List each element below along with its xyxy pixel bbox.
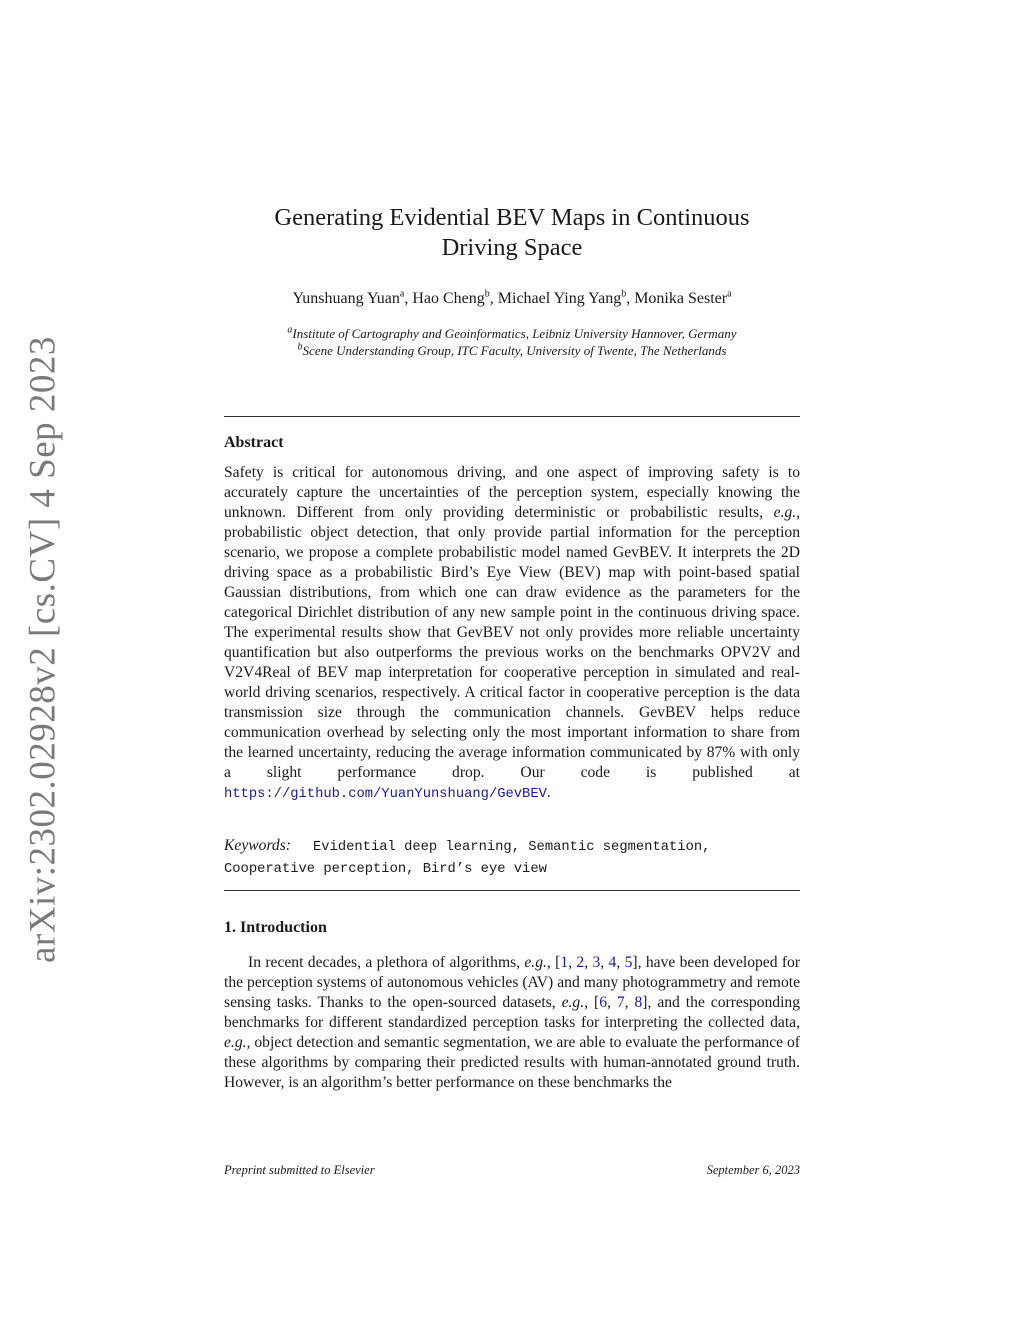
introduction-heading: 1. Introduction [224, 919, 327, 936]
author-affiliation-mark: a [727, 288, 732, 300]
title-line-1: Generating Evidential BEV Maps in Continuous [274, 204, 750, 231]
affiliation-a: $^a$Institute of Cartography and Geoinformatics, Leibniz University Hannover, Germany [287, 324, 737, 341]
paper-title [224, 203, 800, 263]
abstract-heading: Abstract [224, 434, 284, 451]
citation-link[interactable]: 6 [599, 994, 607, 1011]
code-repository-link[interactable]: https://github.com/YuanYunshuang/GevBEV [224, 787, 547, 802]
introduction-body: In recent decades, a plethora of algorithms, e.g., [1, 2, 3, 4, 5], have been developed for the perception systems of autonomous vehicles (AV) and many photogrammetry and remote sensing tasks. Thanks to the open-sourced datasets, e.g., [6, 7, 8], and the corresponding benchmarks for different standardized perception tasks for interpreting the collected data, e.g., object detection and semantic segmentation, we are able to evaluate the performance of these algorithms by comparing their predicted results with human-annotated ground truth. However, is an algorithm’s better performance on these benchmarks the [224, 954, 801, 1091]
abstract-bottom-rule [224, 890, 800, 891]
author-list: Yunshuang Yuan$^a$, Hao Cheng$^b$, Michael Ying Yang$^b$, Monika Sester$^a$ [292, 288, 732, 307]
citation-link[interactable]: 8 [634, 994, 643, 1011]
citation-link[interactable]: 7 [616, 994, 625, 1011]
arxiv-identifier: arXiv:2302.02928v2 [cs.CV] 4 Sep 2023 [22, 336, 64, 964]
author-name: Hao Cheng [412, 290, 485, 307]
abstract-body: Safety is critical for autonomous driving, and one aspect of improving safety is to accurately capture the uncertainties of the perception system, especially knowing the unknown. Different from only providing deterministic or probabilistic results, e.g., probabilistic object detection, that only provide partial information for the perception scenario, we propose a complete probabilistic model named GevBEV. It interprets the 2D driving space as a probabilistic Bird’s Eye View (BEV) map with point-based spatial Gaussian distributions, from which one can draw evidence as the parameters for the categorical Dirichlet distribution of any new sample point in the continuous driving space. The experimental results show that GevBEV not only provides more reliable uncertainty quantification but also outperforms the previous works on the benchmarks OPV2V and V2V4Real of BEV map interpretation for cooperative perception in simulated and real-world driving scenarios, respectively. A critical factor in cooperative perception is the data transmission size through the communication channels. GevBEV helps reduce communication overhead by selecting only the most important information to share from the learned uncertainty, reducing the average information communicated by 87% with only a slight performance drop. Our code is published at https://github.com/YuanYunshuang/GevBEV. [224, 464, 800, 802]
citation-link[interactable]: 1 [560, 954, 569, 971]
footer-preprint-note: Preprint submitted to Elsevier [224, 1163, 375, 1177]
keywords [224, 836, 800, 880]
footer-date: September 6, 2023 [706, 1163, 800, 1177]
author-affiliation-mark: b [484, 288, 490, 300]
citation-link[interactable]: 4 [608, 954, 617, 971]
affiliations [224, 325, 800, 359]
citation-link[interactable]: 2 [576, 954, 585, 971]
author-name: Monika Sester [634, 290, 728, 307]
author-name: Yunshuang Yuan [292, 290, 400, 307]
citation-link[interactable]: 3 [592, 954, 601, 971]
abstract-top-rule [224, 416, 800, 417]
author-affiliation-mark: b [621, 288, 627, 300]
keywords-label: Keywords: [224, 837, 291, 854]
author-name: Michael Ying Yang [497, 290, 622, 307]
keywords-list: Evidential deep learning, Semantic segmentation, Cooperative perception, Bird’s eye view [224, 840, 711, 877]
title-line-2: Driving Space [441, 234, 583, 261]
author-affiliation-mark: a [399, 288, 405, 300]
affiliation-b: $^b$Scene Understanding Group, ITC Faculty, University of Twente, The Netherlands [297, 341, 727, 358]
citation-link[interactable]: 5 [624, 954, 633, 971]
page-footer [224, 1163, 800, 1178]
